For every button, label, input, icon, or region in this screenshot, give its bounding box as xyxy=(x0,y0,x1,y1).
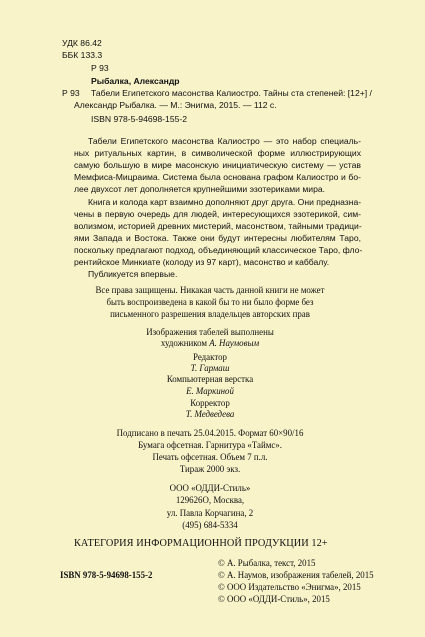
abstract-line: Книга и колода карт взаимно дополняют друг друга. Они предназна- xyxy=(88,197,362,207)
publisher-line: ул. Павла Корчагина, 2 xyxy=(166,508,254,518)
author-sign: Р 93 xyxy=(91,63,109,73)
abstract-line: волизмом, историей древних мистерий, масонством, тайными традици- xyxy=(74,221,362,231)
layout-name: Е. Маркиной xyxy=(186,386,234,396)
proofreader-role: Корректор xyxy=(190,398,230,408)
copyright-line: © А. Рыбалка, текст, 2015 xyxy=(218,558,316,568)
illustrations-credit-line1: Изображения табелей выполнены xyxy=(146,327,274,337)
abstract-line: Публикуется впервые. xyxy=(88,269,178,279)
abstract-line: самую большую в мире масонскую инициатическую систему — устав xyxy=(74,160,361,170)
proofreader-name: Т. Медведева xyxy=(185,409,235,419)
rights-line: письменного разрешения владельцев авторских прав xyxy=(110,309,310,319)
catalog-desc-line2: Александр Рыбалка. — М.: Энигма, 2015. — 112 с. xyxy=(74,100,277,110)
print-line: Печать офсетная. Объем 7 п.л. xyxy=(152,452,268,462)
abstract-line: рентийское Минкиате (колоду из 97 карт), масонство и каббалу. xyxy=(74,257,330,267)
print-line: Бумага офсетная. Гарнитура «Таймс». xyxy=(138,440,282,450)
publisher-line: 129626О, Москва, xyxy=(175,495,245,505)
abstract-line: чены в первую очередь для людей, интересующихся эзотерикой, сим- xyxy=(74,209,361,219)
print-line: Подписано в печать 25.04.2015. Формат 60×90/16 xyxy=(116,428,304,438)
catalog-desc-line1: Табели Египетского масонства Калиостро. Тайны ста степеней: [12+] / xyxy=(91,88,372,98)
illustrations-credit-line2 xyxy=(100,338,320,348)
abstract-line: ями Запада и Востока. Также они будут интересны любителям Таро, xyxy=(74,233,361,243)
author-name: Рыбалка, Александр xyxy=(91,76,180,86)
abstract-line: Мемфиса-Мицраима. Система была основана графом Калиостро и бо- xyxy=(74,172,361,182)
layout-role: Компьютерная верстка xyxy=(166,374,254,384)
abstract-line: Табели Египетского масонства Калиостро — это набор специаль- xyxy=(88,136,361,146)
rights-line: Все права защищены. Никакая часть данной книги не может xyxy=(95,285,325,295)
publisher-line: ООО «ОДДИ-Стиль» xyxy=(169,483,251,493)
abstract-line: лее двухсот лет дополняется крупнейшими эзотериками мира. xyxy=(74,184,326,194)
abstract-line: поскольку предлагают подход, объединяющий классическое Таро, фло- xyxy=(74,245,363,255)
bbk-code: ББК 133.3 xyxy=(62,50,103,60)
copyright-line: © ООО «ОДДИ-Стиль», 2015 xyxy=(218,594,330,604)
copyright-line: © ООО Издательство «Энигма», 2015 xyxy=(218,582,361,592)
udk-code: УДК 86.42 xyxy=(62,38,102,48)
catalog-sign: Р 93 xyxy=(62,88,80,98)
copyright-line: © А. Наумов, изображения табелей, 2015 xyxy=(218,570,374,580)
illustrations-credit-prefix: художником xyxy=(160,338,210,348)
editor-name: Т. Гармаш xyxy=(190,363,230,373)
print-line: Тираж 2000 экз. xyxy=(179,464,241,474)
abstract-line: ных ритуальных картин, в символической форме иллюстрирующих xyxy=(74,148,361,158)
catalog-isbn: ISBN 978-5-94698-155-2 xyxy=(91,114,188,124)
publisher-line: (495) 684-5334 xyxy=(182,520,238,530)
footer-isbn: ISBN 978-5-94698-155-2 xyxy=(60,570,153,580)
editor-role: Редактор xyxy=(193,352,227,362)
age-category: КАТЕГОРИЯ ИНФОРМАЦИОННОЙ ПРОДУКЦИИ 12+ xyxy=(74,538,328,549)
rights-line: быть воспроизведена в какой бы то ни было форме без xyxy=(106,297,314,307)
illustrator-name: А. Наумовым xyxy=(209,338,260,348)
